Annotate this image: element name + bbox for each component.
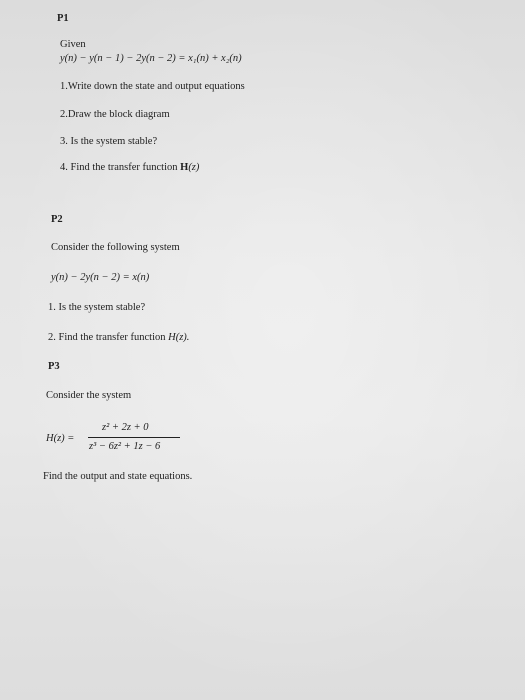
p2-question-2 — [48, 331, 189, 345]
p1-question-3: 3. Is the system stable? — [60, 136, 158, 147]
p3-intro: Consider the system — [46, 390, 132, 401]
p1-question-4-text: 4. Find the transfer function — [60, 162, 181, 173]
p1-difference-equation: y(n) − y(n − 1) − 2y(n − 2) = x₁(n) + x₂(n) — [60, 53, 242, 64]
p3-denominator: z³ − 6z² + 1z − 6 — [89, 441, 161, 452]
p1-question-4-argument: (z) — [188, 162, 200, 173]
p1-question-4 — [60, 161, 199, 175]
p2-difference-equation: y(n) − 2y(n − 2) = x(n) — [51, 272, 150, 283]
p1-question-1: 1.Write down the state and output equations — [60, 81, 245, 92]
p3-task: Find the output and state equations. — [43, 471, 193, 482]
p1-given-label: Given — [60, 39, 86, 50]
p2-question-1: 1. Is the system stable? — [48, 302, 146, 313]
p1-heading: P1 — [57, 13, 69, 24]
p3-heading: P3 — [48, 361, 60, 372]
p2-question-2-function: H(z). — [168, 332, 190, 343]
p3-fraction-bar — [88, 437, 180, 438]
p2-heading: P2 — [51, 214, 63, 225]
p2-question-2-text: 2. Find the transfer function — [48, 332, 169, 343]
p1-question-2: 2.Draw the block diagram — [60, 109, 170, 120]
p1-question-4-function: H — [180, 162, 189, 173]
p3-numerator: z² + 2z + 0 — [102, 422, 149, 433]
p2-intro: Consider the following system — [51, 242, 180, 253]
p3-transfer-function-lhs: H(z) = — [46, 433, 75, 444]
